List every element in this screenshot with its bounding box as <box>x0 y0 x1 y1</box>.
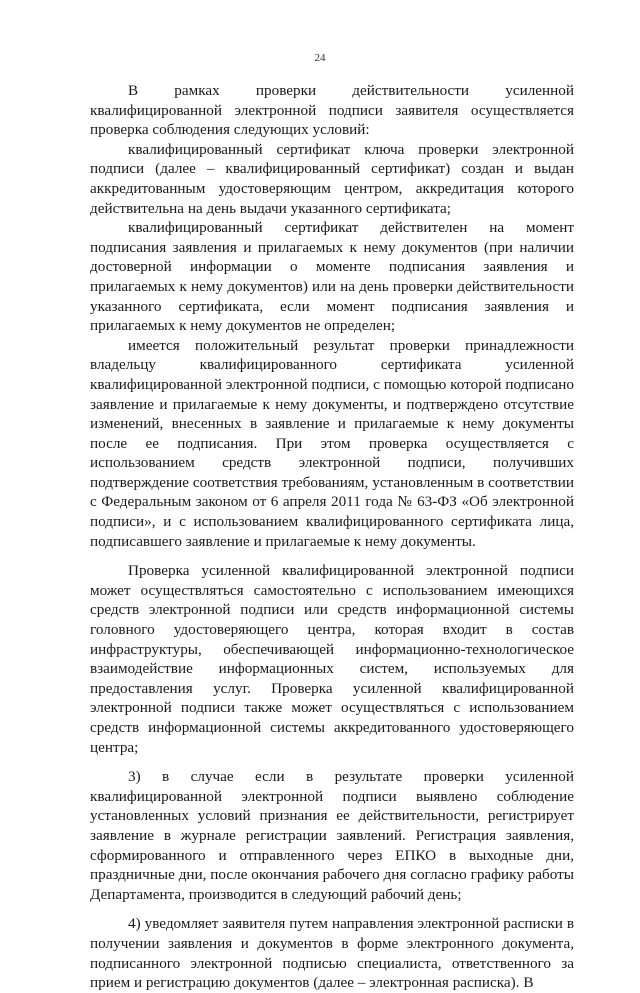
paragraph-item-4: 4) уведомляет заявителя путем направления электронной расписки в получении заявления и документов в форме электронного документа, подписанного электронной подписью специалиста, ответственного за прием и регистрацию документов (далее – электронная расписка). В <box>90 915 574 992</box>
paragraph-condition-1: квалифицированный сертификат ключа проверки электронной подписи (далее – квалифицированный сертификат) создан и выдан аккредитованным удостоверяющим центром, аккредитация которого действительна на день выдачи указанного сертификата; <box>90 140 574 217</box>
paragraph-intro: В рамках проверки действительности усиленной квалифицированной электронной подписи заявителя осуществляется проверка соблюдения следующих условий: <box>90 82 574 139</box>
paragraph-verification: Проверка усиленной квалифицированной электронной подписи может осуществляться самостоятельно с использованием имеющихся средств электронной подписи или средств информационной системы головного удостоверяющего центра, которая входит в состав инфраструктуры, обеспечивающей информационно-технологическое взаимодействие информационных систем, используемых для предоставления услуг. Проверка усиленной квалифицированной электронной подписи также может осуществляться с использованием средств информационной системы аккредитованного удостоверяющего центра; <box>90 562 574 756</box>
page-number: 24 <box>314 52 326 64</box>
document-body <box>90 81 574 993</box>
paragraph-condition-2: квалифицированный сертификат действителен на момент подписания заявления и прилагаемых к нему документов (при наличии достоверной информации о моменте подписания заявления и прилагаемых к нему документов) или на день проверки действительности указанного сертификата, если момент подписания заявления и прилагаемых к нему документов не определен; <box>90 219 574 335</box>
paragraph-condition-3: имеется положительный результат проверки принадлежности владельцу квалифицированного сертификата усиленной квалифицированной электронной подписи, с помощью которой подписано заявление и прилагаемые к нему документы, и подтверждено отсутствие изменений, внесенных в заявление и прилагаемые к нему документы после ее подписания. При этом проверка осуществляется с использованием средств электронной подписи, получивших подтверждение соответствия требованиям, установленным в соответствии с Федеральным законом от 6 апреля 2011 года № 63-ФЗ «Об электронной подписи», и с использованием квалифицированного сертификата лица, подписавшего заявление и прилагаемые к нему документы. <box>90 336 574 550</box>
paragraph-item-3: 3) в случае если в результате проверки усиленной квалифицированной электронной подписи выявлено соблюдение установленных условий признания ее действительности, регистрирует заявление в журнале регистрации заявлений. Регистрация заявления, сформированного и отправленного через ЕПКО в выходные дни, праздничные дни, после окончания рабочего дня согласно графику работы Департамента, производится в следующий рабочий день; <box>90 768 574 903</box>
